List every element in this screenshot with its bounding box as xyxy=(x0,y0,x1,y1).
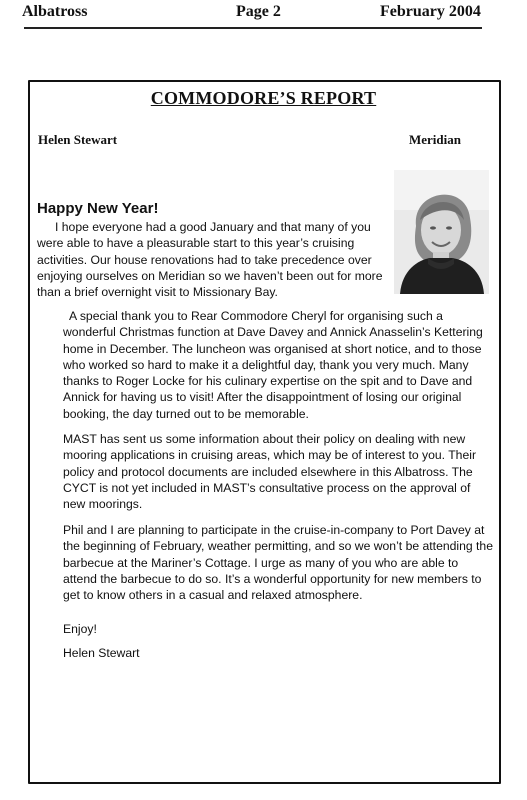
signature: Helen Stewart xyxy=(63,646,140,660)
newsletter-name: Albatross xyxy=(22,3,88,20)
author-photo xyxy=(394,170,489,294)
body-paragraph: A special thank you to Rear Commodore Cheryl for organising such a wonderful Christmas function at Dave Davey and Annick Anasselin’s Kettering home in December. The luncheon was organised at short notice, and to those who worked so hard to make it a delightful day, thank you very much. Many thanks to Roger Locke for his culinary expertise on the spit and to Dave and Annick for having us to visit! After the disappointment of losing our original booking, the day turned out to be memorable. xyxy=(63,309,483,421)
greeting-heading: Happy New Year! xyxy=(37,200,159,217)
report-title: COMMODORE’S REPORT xyxy=(150,88,377,108)
issue-date: February 2004 xyxy=(380,3,481,20)
page-number: Page 2 xyxy=(236,3,281,20)
header-divider xyxy=(24,27,482,29)
body-paragraph: MAST has sent us some information about their policy on dealing with new mooring applications in cruising areas, which may be of interest to you. Their policy and protocol documents are included elsewhere in this Albatross. The CYCT is not yet included in MAST’s consultative process on the approval of new moorings. xyxy=(63,432,477,512)
closing-line: Enjoy! xyxy=(63,622,97,636)
intro-paragraph: I hope everyone had a good January and that many of you were able to have a pleasurable start to this year’s cruising activities. Our house renovations had to take precedence over enjoying ourselves on Meridian so we haven’t been out for more than a brief overnight visit to Missionary Bay. xyxy=(37,220,383,300)
body-paragraph: Phil and I are planning to participate in the cruise-in-company to Port Davey at the beginning of February, weather permitting, and so we won’t be attending the barbecue at the Mariner’s Cottage. I urge as many of you who are able to attend the barbecue to do so. It’s a wonderful opportunity for new members to get to know others in a casual and relaxed atmosphere. xyxy=(63,523,493,603)
boat-name: Meridian xyxy=(409,132,461,147)
author-name: Helen Stewart xyxy=(38,132,118,147)
page-header xyxy=(22,1,492,25)
portrait-image xyxy=(394,170,489,294)
